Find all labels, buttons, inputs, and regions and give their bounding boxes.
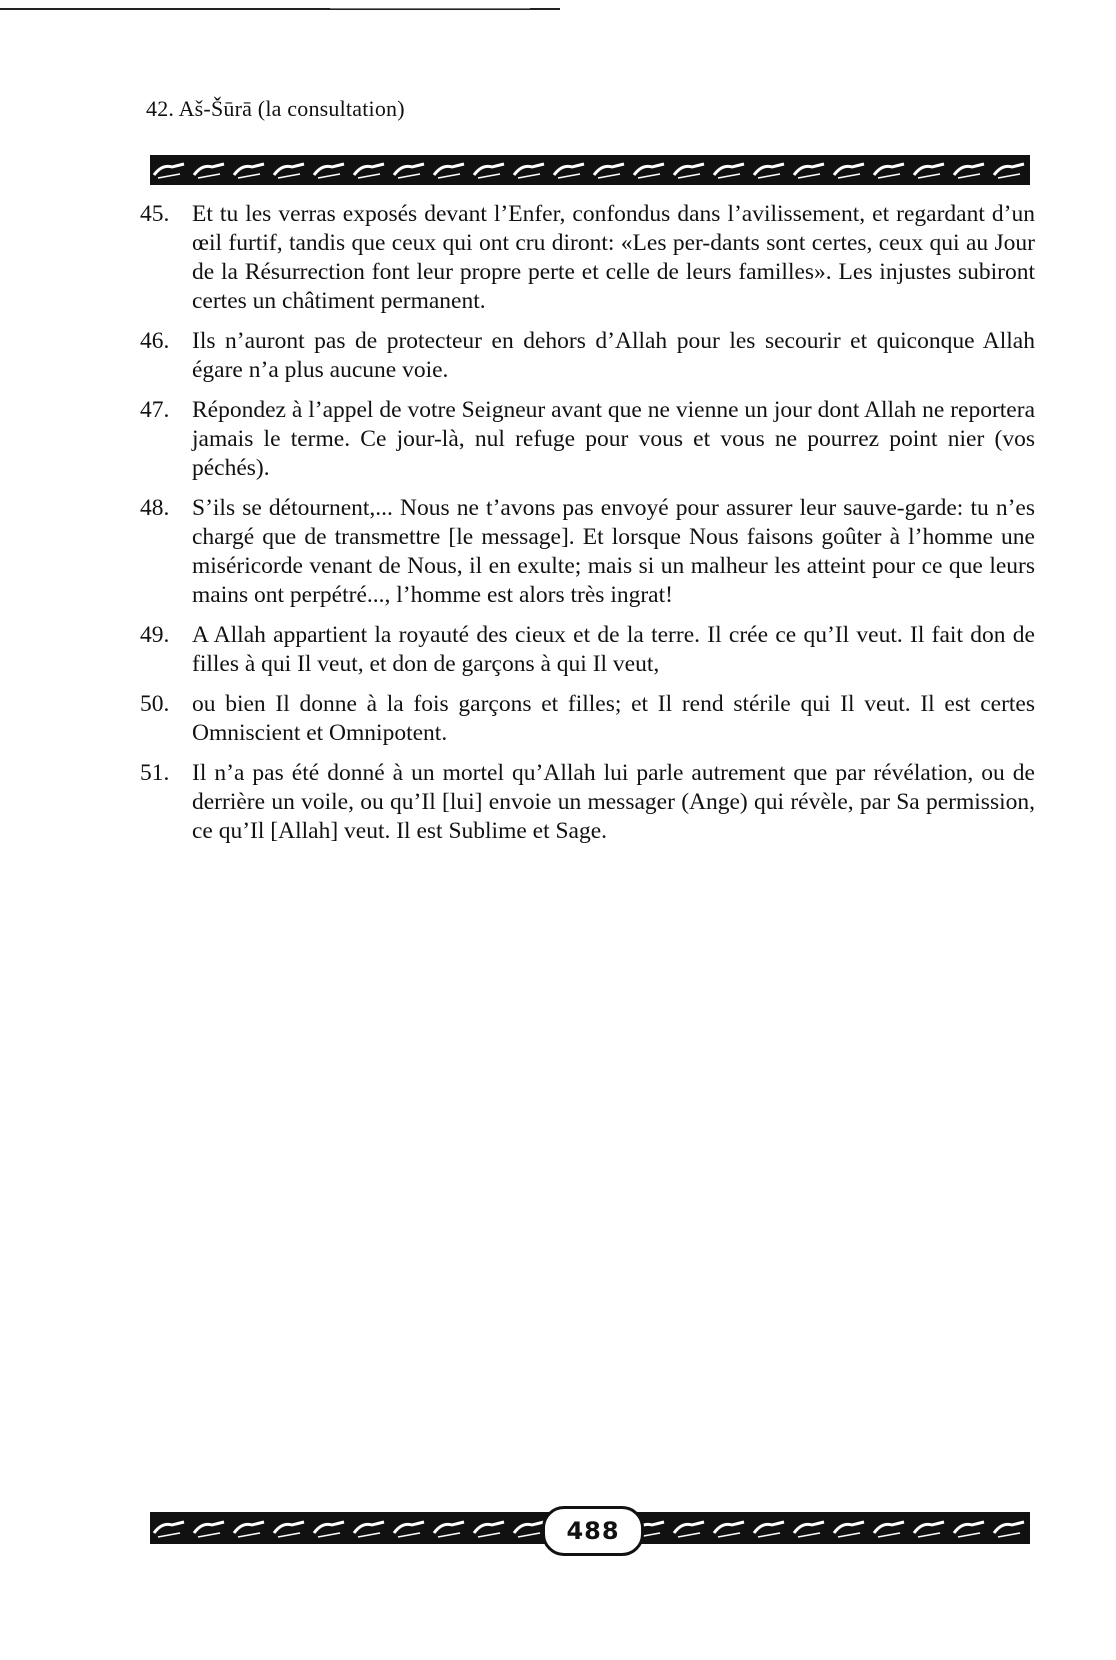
page-number-badge [542,1506,644,1556]
verse-number: 49. [140,622,170,648]
verse-item [140,759,1035,846]
verse-number: 50. [140,691,170,717]
top-rule-thin [330,8,530,9]
verse-number: 45. [140,201,170,227]
verse-number: 51. [140,760,170,786]
verse-number: 48. [140,495,170,521]
verse-text: A Allah appartient la royauté des cieux et de la terre. Il crée ce qu’Il veut. Il fait don de filles à qui Il veut, et don de garçons à qui Il veut, [192,622,1035,677]
verse-text: Ils n’auront pas de protecteur en dehors d’Allah pour les secourir et quiconque Allah égare n’a plus aucune voie. [192,328,1035,383]
verse-list [140,200,1035,857]
chain-ornament-icon [150,155,1030,185]
verse-text: S’ils se détournent,... Nous ne t’avons pas envoyé pour assurer leur sauve-garde: tu n’es chargé que de transmettre [le message]. Et lorsque Nous faisons goûter à l’homme une miséricorde venant de Nous, il en exulte; mais si un malheur les atteint pour ce que leurs mains ont perpétré..., l’homme est alors très ingrat! [192,495,1035,608]
verse-item [140,690,1035,748]
verse-number: 47. [140,397,170,423]
verse-text: ou bien Il donne à la fois garçons et filles; et Il rend stérile qui Il veut. Il est certes Omniscient et Omnipotent. [192,691,1035,746]
verse-item [140,621,1035,679]
verse-item [140,327,1035,385]
verse-item [140,494,1035,610]
running-head: 42. Aš-Šūrā (la consultation) [146,96,405,121]
verse-text: Et tu les verras exposés devant l’Enfer, confondus dans l’avilissement, et regardant d’un œil furtif, tandis que ceux qui ont cru diront: «Les per-dants sont certes, ceux qui au Jour de la Résurrection font leur propre perte et celle de leurs familles». Les injustes subiront certes un châtiment permanent. [192,201,1035,314]
verse-text: Il n’a pas été donné à un mortel qu’Allah lui parle autrement que par révélation, ou de derrière un voile, ou qu’Il [lui] envoie un messager (Ange) qui révèle, par Sa permission, ce qu’Il [Allah] veut. Il est Sublime et Sage. [192,760,1035,844]
verse-number: 46. [140,328,170,354]
verse-text: Répondez à l’appel de votre Seigneur avant que ne vienne un jour dont Allah ne reportera jamais le terme. Ce jour-là, nul refuge pour vous et vous ne pourrez point nier (vos péchés). [192,397,1035,481]
verse-item [140,200,1035,316]
verse-item [140,396,1035,483]
page-number: 488 [566,1517,620,1545]
ornament-band-top [150,155,1030,185]
